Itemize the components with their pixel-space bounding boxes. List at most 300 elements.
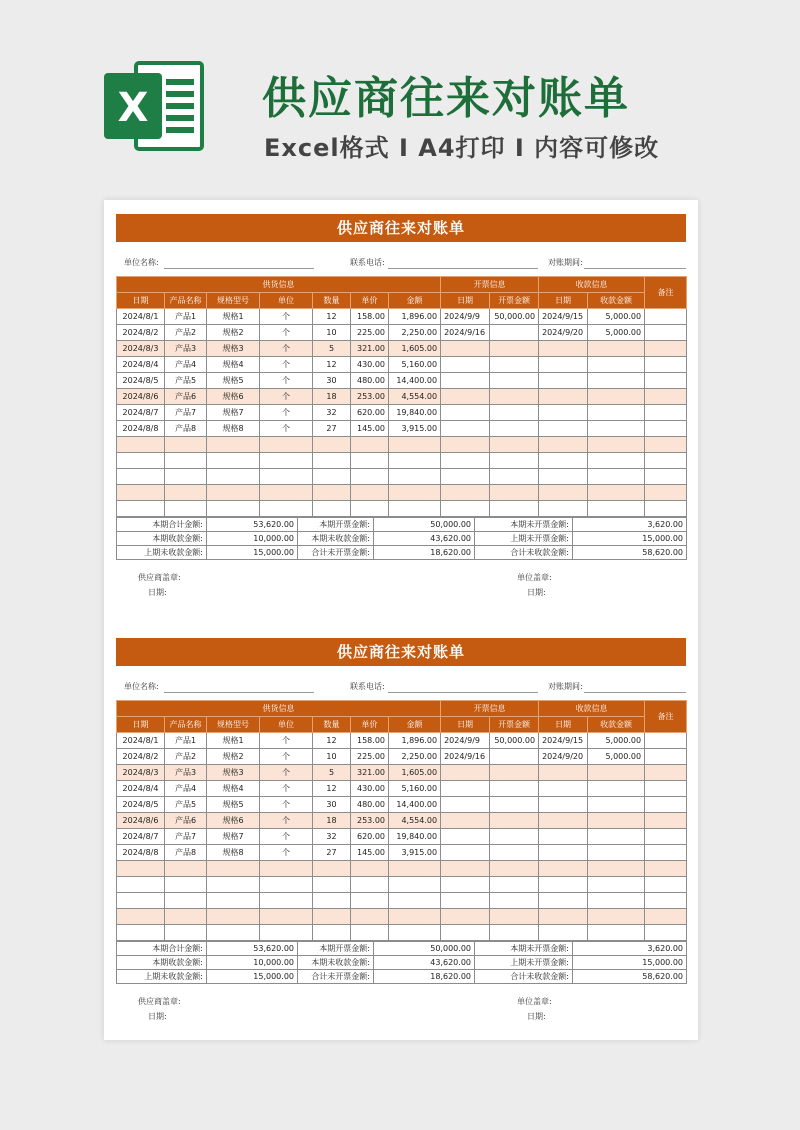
cell-receipt-amount[interactable] [588,421,645,437]
cell-date[interactable]: 2024/8/5 [117,373,165,389]
cell-amount[interactable] [389,877,441,893]
cell-amount[interactable]: 19,840.00 [389,405,441,421]
cell-product[interactable]: 产品1 [165,309,207,325]
cell-receipt-amount[interactable]: 5,000.00 [588,733,645,749]
cell-qty[interactable]: 18 [313,389,351,405]
cell-date[interactable]: 2024/8/5 [117,797,165,813]
cell-amount[interactable] [389,453,441,469]
cell-product[interactable] [165,909,207,925]
cell-unit[interactable]: 个 [260,829,313,845]
cell-amount[interactable]: 19,840.00 [389,829,441,845]
summary-value[interactable]: 10,000.00 [207,532,298,546]
cell-product[interactable]: 产品6 [165,813,207,829]
cell-price[interactable]: 430.00 [351,781,389,797]
cell-product[interactable] [165,453,207,469]
cell-invoice-amount[interactable] [490,389,539,405]
cell-date[interactable]: 2024/8/3 [117,765,165,781]
cell-invoice-amount[interactable] [490,325,539,341]
cell-date[interactable]: 2024/8/6 [117,389,165,405]
cell-date[interactable]: 2024/8/4 [117,781,165,797]
cell-amount[interactable] [389,485,441,501]
cell-receipt-amount[interactable]: 5,000.00 [588,325,645,341]
cell-price[interactable]: 145.00 [351,845,389,861]
cell-date[interactable]: 2024/8/7 [117,405,165,421]
cell-price[interactable] [351,469,389,485]
cell-qty[interactable]: 27 [313,421,351,437]
cell-spec[interactable]: 规格4 [207,357,260,373]
cell-date[interactable] [117,877,165,893]
cell-product[interactable]: 产品4 [165,357,207,373]
cell-amount[interactable]: 1,605.00 [389,341,441,357]
cell-unit[interactable] [260,925,313,941]
cell-price[interactable]: 480.00 [351,373,389,389]
cell-qty[interactable] [313,485,351,501]
cell-qty[interactable] [313,909,351,925]
cell-qty[interactable]: 12 [313,781,351,797]
cell-date[interactable] [117,861,165,877]
summary-value[interactable]: 15,000.00 [207,970,298,984]
cell-unit[interactable]: 个 [260,813,313,829]
cell-unit[interactable]: 个 [260,845,313,861]
cell-spec[interactable] [207,485,260,501]
cell-receipt-date[interactable]: 2024/9/15 [539,309,588,325]
cell-amount[interactable] [389,893,441,909]
cell-invoice-date[interactable] [441,925,490,941]
cell-price[interactable]: 145.00 [351,421,389,437]
cell-invoice-date[interactable] [441,797,490,813]
cell-qty[interactable]: 10 [313,325,351,341]
summary-value[interactable]: 18,620.00 [374,546,475,560]
summary-value[interactable]: 53,620.00 [207,942,298,956]
cell-amount[interactable]: 2,250.00 [389,325,441,341]
cell-unit[interactable] [260,861,313,877]
cell-receipt-amount[interactable]: 5,000.00 [588,749,645,765]
cell-date[interactable]: 2024/8/4 [117,357,165,373]
cell-invoice-amount[interactable] [490,749,539,765]
cell-amount[interactable] [389,861,441,877]
period-field[interactable] [584,268,686,269]
cell-remark[interactable] [645,357,687,373]
cell-receipt-amount[interactable] [588,501,645,517]
cell-invoice-date[interactable] [441,765,490,781]
cell-qty[interactable] [313,501,351,517]
cell-receipt-date[interactable] [539,909,588,925]
cell-remark[interactable] [645,405,687,421]
cell-invoice-amount[interactable] [490,405,539,421]
cell-price[interactable]: 253.00 [351,813,389,829]
cell-date[interactable] [117,501,165,517]
cell-unit[interactable]: 个 [260,421,313,437]
cell-price[interactable]: 253.00 [351,389,389,405]
cell-receipt-amount[interactable] [588,893,645,909]
cell-invoice-amount[interactable] [490,485,539,501]
cell-amount[interactable] [389,501,441,517]
cell-invoice-date[interactable] [441,829,490,845]
cell-price[interactable]: 158.00 [351,309,389,325]
cell-invoice-amount[interactable] [490,501,539,517]
cell-qty[interactable] [313,437,351,453]
cell-date[interactable]: 2024/8/2 [117,325,165,341]
cell-remark[interactable] [645,829,687,845]
cell-receipt-date[interactable] [539,405,588,421]
cell-invoice-amount[interactable] [490,357,539,373]
cell-invoice-date[interactable] [441,373,490,389]
cell-invoice-amount[interactable] [490,341,539,357]
cell-remark[interactable] [645,893,687,909]
cell-invoice-date[interactable] [441,909,490,925]
cell-invoice-date[interactable]: 2024/9/16 [441,325,490,341]
cell-invoice-amount[interactable] [490,437,539,453]
summary-value[interactable]: 15,000.00 [207,546,298,560]
cell-invoice-date[interactable] [441,421,490,437]
cell-price[interactable] [351,437,389,453]
cell-product[interactable] [165,437,207,453]
cell-unit[interactable]: 个 [260,797,313,813]
cell-amount[interactable]: 5,160.00 [389,357,441,373]
cell-remark[interactable] [645,877,687,893]
cell-spec[interactable]: 规格1 [207,309,260,325]
cell-invoice-amount[interactable]: 50,000.00 [490,733,539,749]
cell-receipt-amount[interactable] [588,357,645,373]
cell-remark[interactable] [645,453,687,469]
summary-value[interactable]: 53,620.00 [207,518,298,532]
cell-unit[interactable]: 个 [260,373,313,389]
cell-remark[interactable] [645,909,687,925]
cell-receipt-date[interactable] [539,797,588,813]
cell-date[interactable] [117,485,165,501]
cell-receipt-amount[interactable] [588,485,645,501]
unit-name-field[interactable] [164,268,314,269]
cell-product[interactable]: 产品5 [165,373,207,389]
cell-invoice-amount[interactable] [490,813,539,829]
summary-value[interactable]: 58,620.00 [573,970,687,984]
cell-spec[interactable]: 规格8 [207,421,260,437]
cell-date[interactable]: 2024/8/3 [117,341,165,357]
cell-receipt-date[interactable] [539,421,588,437]
cell-invoice-amount[interactable] [490,453,539,469]
summary-value[interactable]: 15,000.00 [573,956,687,970]
summary-value[interactable]: 50,000.00 [374,942,475,956]
cell-receipt-date[interactable] [539,893,588,909]
cell-receipt-date[interactable] [539,877,588,893]
cell-remark[interactable] [645,501,687,517]
cell-qty[interactable] [313,469,351,485]
cell-qty[interactable]: 30 [313,797,351,813]
cell-product[interactable] [165,469,207,485]
cell-receipt-date[interactable] [539,389,588,405]
cell-date[interactable] [117,925,165,941]
cell-amount[interactable]: 3,915.00 [389,421,441,437]
cell-spec[interactable]: 规格6 [207,389,260,405]
cell-date[interactable]: 2024/8/2 [117,749,165,765]
cell-amount[interactable]: 2,250.00 [389,749,441,765]
cell-spec[interactable]: 规格2 [207,325,260,341]
cell-amount[interactable]: 1,896.00 [389,733,441,749]
cell-receipt-amount[interactable] [588,845,645,861]
cell-invoice-amount[interactable] [490,861,539,877]
cell-receipt-date[interactable] [539,469,588,485]
cell-spec[interactable] [207,909,260,925]
cell-price[interactable]: 225.00 [351,325,389,341]
cell-price[interactable]: 620.00 [351,405,389,421]
cell-price[interactable]: 225.00 [351,749,389,765]
cell-unit[interactable]: 个 [260,781,313,797]
cell-invoice-amount[interactable] [490,877,539,893]
cell-product[interactable]: 产品4 [165,781,207,797]
summary-value[interactable]: 3,620.00 [573,942,687,956]
cell-spec[interactable] [207,501,260,517]
cell-receipt-date[interactable] [539,373,588,389]
cell-price[interactable] [351,485,389,501]
cell-date[interactable] [117,909,165,925]
cell-receipt-amount[interactable] [588,389,645,405]
cell-invoice-amount[interactable] [490,893,539,909]
cell-remark[interactable] [645,781,687,797]
cell-qty[interactable] [313,893,351,909]
cell-product[interactable]: 产品6 [165,389,207,405]
cell-unit[interactable]: 个 [260,325,313,341]
cell-remark[interactable] [645,325,687,341]
cell-invoice-date[interactable] [441,877,490,893]
cell-unit[interactable] [260,909,313,925]
summary-value[interactable]: 3,620.00 [573,518,687,532]
cell-invoice-date[interactable] [441,781,490,797]
cell-spec[interactable] [207,861,260,877]
cell-invoice-date[interactable] [441,501,490,517]
cell-invoice-date[interactable] [441,485,490,501]
cell-invoice-date[interactable] [441,389,490,405]
cell-product[interactable]: 产品5 [165,797,207,813]
cell-unit[interactable] [260,485,313,501]
cell-product[interactable] [165,861,207,877]
cell-product[interactable] [165,893,207,909]
cell-unit[interactable] [260,453,313,469]
period-field[interactable] [584,692,686,693]
cell-remark[interactable] [645,421,687,437]
summary-value[interactable]: 18,620.00 [374,970,475,984]
unit-name-field[interactable] [164,692,314,693]
cell-qty[interactable] [313,453,351,469]
cell-receipt-date[interactable] [539,845,588,861]
cell-spec[interactable]: 规格3 [207,765,260,781]
cell-amount[interactable]: 1,896.00 [389,309,441,325]
cell-receipt-date[interactable]: 2024/9/15 [539,733,588,749]
cell-product[interactable]: 产品2 [165,325,207,341]
cell-invoice-amount[interactable] [490,925,539,941]
cell-amount[interactable]: 14,400.00 [389,797,441,813]
cell-date[interactable]: 2024/8/1 [117,309,165,325]
cell-product[interactable]: 产品8 [165,845,207,861]
cell-invoice-amount[interactable] [490,765,539,781]
cell-spec[interactable]: 规格5 [207,373,260,389]
summary-value[interactable]: 15,000.00 [573,532,687,546]
cell-remark[interactable] [645,925,687,941]
cell-price[interactable] [351,861,389,877]
cell-amount[interactable]: 4,554.00 [389,813,441,829]
cell-price[interactable] [351,453,389,469]
cell-unit[interactable] [260,437,313,453]
cell-receipt-amount[interactable] [588,781,645,797]
cell-receipt-amount[interactable] [588,877,645,893]
cell-invoice-date[interactable]: 2024/9/9 [441,309,490,325]
cell-qty[interactable]: 32 [313,829,351,845]
cell-price[interactable]: 321.00 [351,765,389,781]
cell-receipt-amount[interactable] [588,453,645,469]
cell-date[interactable] [117,437,165,453]
cell-receipt-date[interactable] [539,453,588,469]
cell-amount[interactable]: 14,400.00 [389,373,441,389]
cell-qty[interactable]: 5 [313,341,351,357]
cell-remark[interactable] [645,437,687,453]
cell-product[interactable] [165,485,207,501]
cell-spec[interactable] [207,877,260,893]
cell-invoice-date[interactable] [441,893,490,909]
cell-price[interactable] [351,925,389,941]
cell-spec[interactable] [207,893,260,909]
phone-field[interactable] [388,268,538,269]
cell-spec[interactable]: 规格6 [207,813,260,829]
cell-receipt-date[interactable] [539,485,588,501]
cell-price[interactable] [351,877,389,893]
cell-invoice-date[interactable] [441,813,490,829]
cell-receipt-amount[interactable] [588,829,645,845]
cell-spec[interactable]: 规格8 [207,845,260,861]
cell-receipt-amount[interactable] [588,925,645,941]
cell-amount[interactable]: 5,160.00 [389,781,441,797]
cell-unit[interactable]: 个 [260,341,313,357]
cell-product[interactable]: 产品7 [165,829,207,845]
cell-invoice-date[interactable] [441,341,490,357]
cell-spec[interactable] [207,925,260,941]
cell-receipt-amount[interactable] [588,765,645,781]
cell-spec[interactable]: 规格7 [207,829,260,845]
phone-field[interactable] [388,692,538,693]
cell-receipt-date[interactable] [539,829,588,845]
cell-qty[interactable]: 12 [313,309,351,325]
cell-remark[interactable] [645,765,687,781]
cell-invoice-amount[interactable] [490,421,539,437]
cell-unit[interactable] [260,501,313,517]
cell-product[interactable]: 产品8 [165,421,207,437]
cell-remark[interactable] [645,749,687,765]
cell-invoice-date[interactable] [441,405,490,421]
cell-unit[interactable] [260,877,313,893]
cell-remark[interactable] [645,813,687,829]
cell-receipt-date[interactable] [539,861,588,877]
cell-unit[interactable] [260,469,313,485]
cell-invoice-date[interactable] [441,453,490,469]
cell-unit[interactable]: 个 [260,749,313,765]
cell-receipt-amount[interactable] [588,437,645,453]
cell-remark[interactable] [645,373,687,389]
cell-unit[interactable]: 个 [260,357,313,373]
cell-unit[interactable]: 个 [260,405,313,421]
cell-qty[interactable]: 18 [313,813,351,829]
cell-receipt-amount[interactable] [588,909,645,925]
cell-invoice-date[interactable] [441,469,490,485]
cell-spec[interactable]: 规格7 [207,405,260,421]
cell-invoice-date[interactable]: 2024/9/9 [441,733,490,749]
summary-value[interactable]: 10,000.00 [207,956,298,970]
cell-receipt-date[interactable]: 2024/9/20 [539,325,588,341]
cell-unit[interactable]: 个 [260,765,313,781]
cell-invoice-date[interactable] [441,861,490,877]
cell-spec[interactable]: 规格3 [207,341,260,357]
cell-remark[interactable] [645,733,687,749]
cell-price[interactable]: 620.00 [351,829,389,845]
cell-product[interactable]: 产品1 [165,733,207,749]
cell-unit[interactable]: 个 [260,733,313,749]
cell-qty[interactable]: 12 [313,357,351,373]
cell-unit[interactable]: 个 [260,389,313,405]
cell-price[interactable]: 321.00 [351,341,389,357]
cell-date[interactable] [117,469,165,485]
cell-qty[interactable]: 27 [313,845,351,861]
cell-receipt-amount[interactable] [588,797,645,813]
cell-spec[interactable] [207,453,260,469]
cell-product[interactable]: 产品3 [165,341,207,357]
cell-amount[interactable] [389,909,441,925]
cell-spec[interactable] [207,469,260,485]
cell-invoice-amount[interactable] [490,829,539,845]
cell-amount[interactable]: 4,554.00 [389,389,441,405]
cell-product[interactable] [165,501,207,517]
cell-receipt-date[interactable] [539,813,588,829]
cell-product[interactable]: 产品3 [165,765,207,781]
cell-invoice-amount[interactable] [490,845,539,861]
cell-date[interactable]: 2024/8/7 [117,829,165,845]
cell-invoice-amount[interactable] [490,909,539,925]
cell-spec[interactable]: 规格2 [207,749,260,765]
cell-remark[interactable] [645,389,687,405]
cell-receipt-date[interactable] [539,765,588,781]
cell-unit[interactable] [260,893,313,909]
cell-invoice-date[interactable]: 2024/9/16 [441,749,490,765]
cell-price[interactable]: 480.00 [351,797,389,813]
cell-date[interactable]: 2024/8/6 [117,813,165,829]
cell-receipt-date[interactable]: 2024/9/20 [539,749,588,765]
cell-qty[interactable] [313,925,351,941]
cell-product[interactable] [165,877,207,893]
cell-date[interactable]: 2024/8/8 [117,421,165,437]
cell-invoice-amount[interactable] [490,781,539,797]
cell-date[interactable]: 2024/8/8 [117,845,165,861]
cell-remark[interactable] [645,469,687,485]
cell-qty[interactable]: 5 [313,765,351,781]
cell-remark[interactable] [645,861,687,877]
cell-amount[interactable] [389,469,441,485]
cell-spec[interactable]: 规格4 [207,781,260,797]
cell-receipt-amount[interactable] [588,861,645,877]
cell-receipt-amount[interactable] [588,341,645,357]
summary-value[interactable]: 50,000.00 [374,518,475,532]
cell-invoice-date[interactable] [441,357,490,373]
cell-receipt-date[interactable] [539,925,588,941]
cell-receipt-date[interactable] [539,501,588,517]
summary-value[interactable]: 43,620.00 [374,956,475,970]
cell-amount[interactable]: 1,605.00 [389,765,441,781]
cell-remark[interactable] [645,485,687,501]
cell-invoice-date[interactable] [441,845,490,861]
cell-qty[interactable]: 30 [313,373,351,389]
cell-qty[interactable] [313,861,351,877]
cell-amount[interactable]: 3,915.00 [389,845,441,861]
cell-price[interactable]: 158.00 [351,733,389,749]
cell-product[interactable]: 产品2 [165,749,207,765]
cell-unit[interactable]: 个 [260,309,313,325]
cell-invoice-amount[interactable] [490,469,539,485]
cell-price[interactable] [351,501,389,517]
